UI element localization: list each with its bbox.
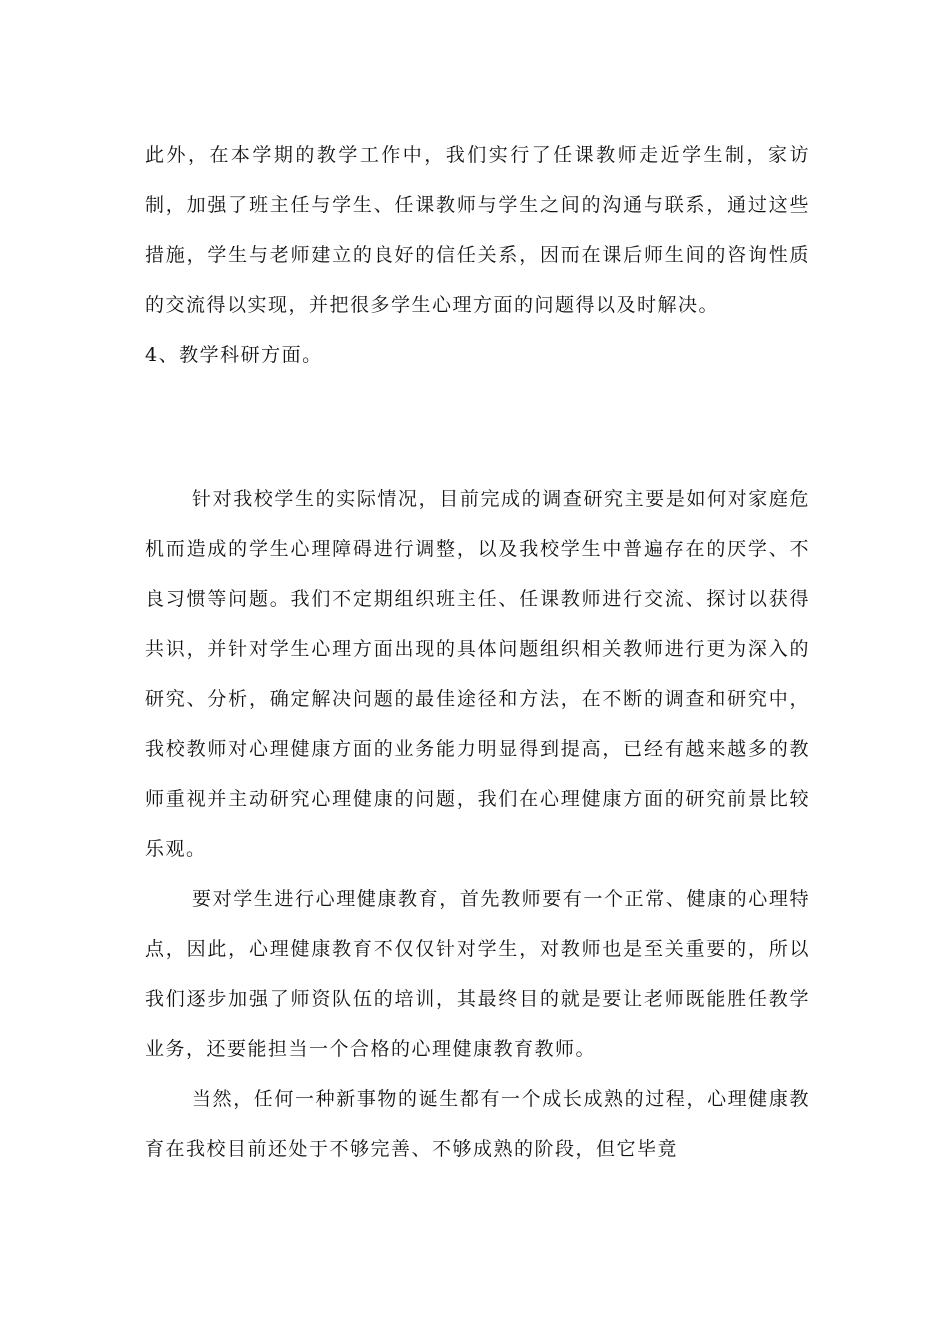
paragraph-research-findings: 针对我校学生的实际情况，目前完成的调查研究主要是如何对家庭危机而造成的学生心理障碍进行调整，以及我校学生中普遍存在的厌学、不良习惯等问题。我们不定期组织班主任、任课教师进行交流、探讨以获得共识，并针对学生心理方面出现的具体问题组织相关教师进行更为深入的研究、分析，确定解决问题的最佳途径和方法，在不断的调查和研究中，我校教师对心理健康方面的业务能力明显得到提高，已经有越来越多的教师重视并主动研究心理健康的问题，我们在心理健康方面的研究前景比较乐观。 (145, 488, 810, 860)
paragraph-home-visits: 此外，在本学期的教学工作中，我们实行了任课教师走近学生制，家访制，加强了班主任与学生、任课教师与学生之间的沟通与联系，通过这些措施，学生与老师建立的良好的信任关系，因而在课后师生间的咨询性质的交流得以实现，并把很多学生心理方面的问题得以及时解决。 (145, 144, 810, 316)
paragraph-conclusion-partial: 当然，任何一种新事物的诞生都有一个成长成熟的过程，心理健康教育在我校目前还处于不够完善、不够成熟的阶段，但它毕竟 (145, 1088, 810, 1160)
paragraph-teacher-training: 要对学生进行心理健康教育，首先教师要有一个正常、健康的心理特点，因此，心理健康教育不仅仅针对学生，对教师也是至关重要的，所以我们逐步加强了师资队伍的培训，其最终目的就是要让老师既能胜任教学业务，还要能担当一个合格的心理健康教育教师。 (145, 888, 810, 1060)
document-section-top (145, 130, 810, 380)
section-heading-research: 4、教学科研方面。 (145, 344, 323, 366)
document-section-bottom (145, 474, 810, 1174)
